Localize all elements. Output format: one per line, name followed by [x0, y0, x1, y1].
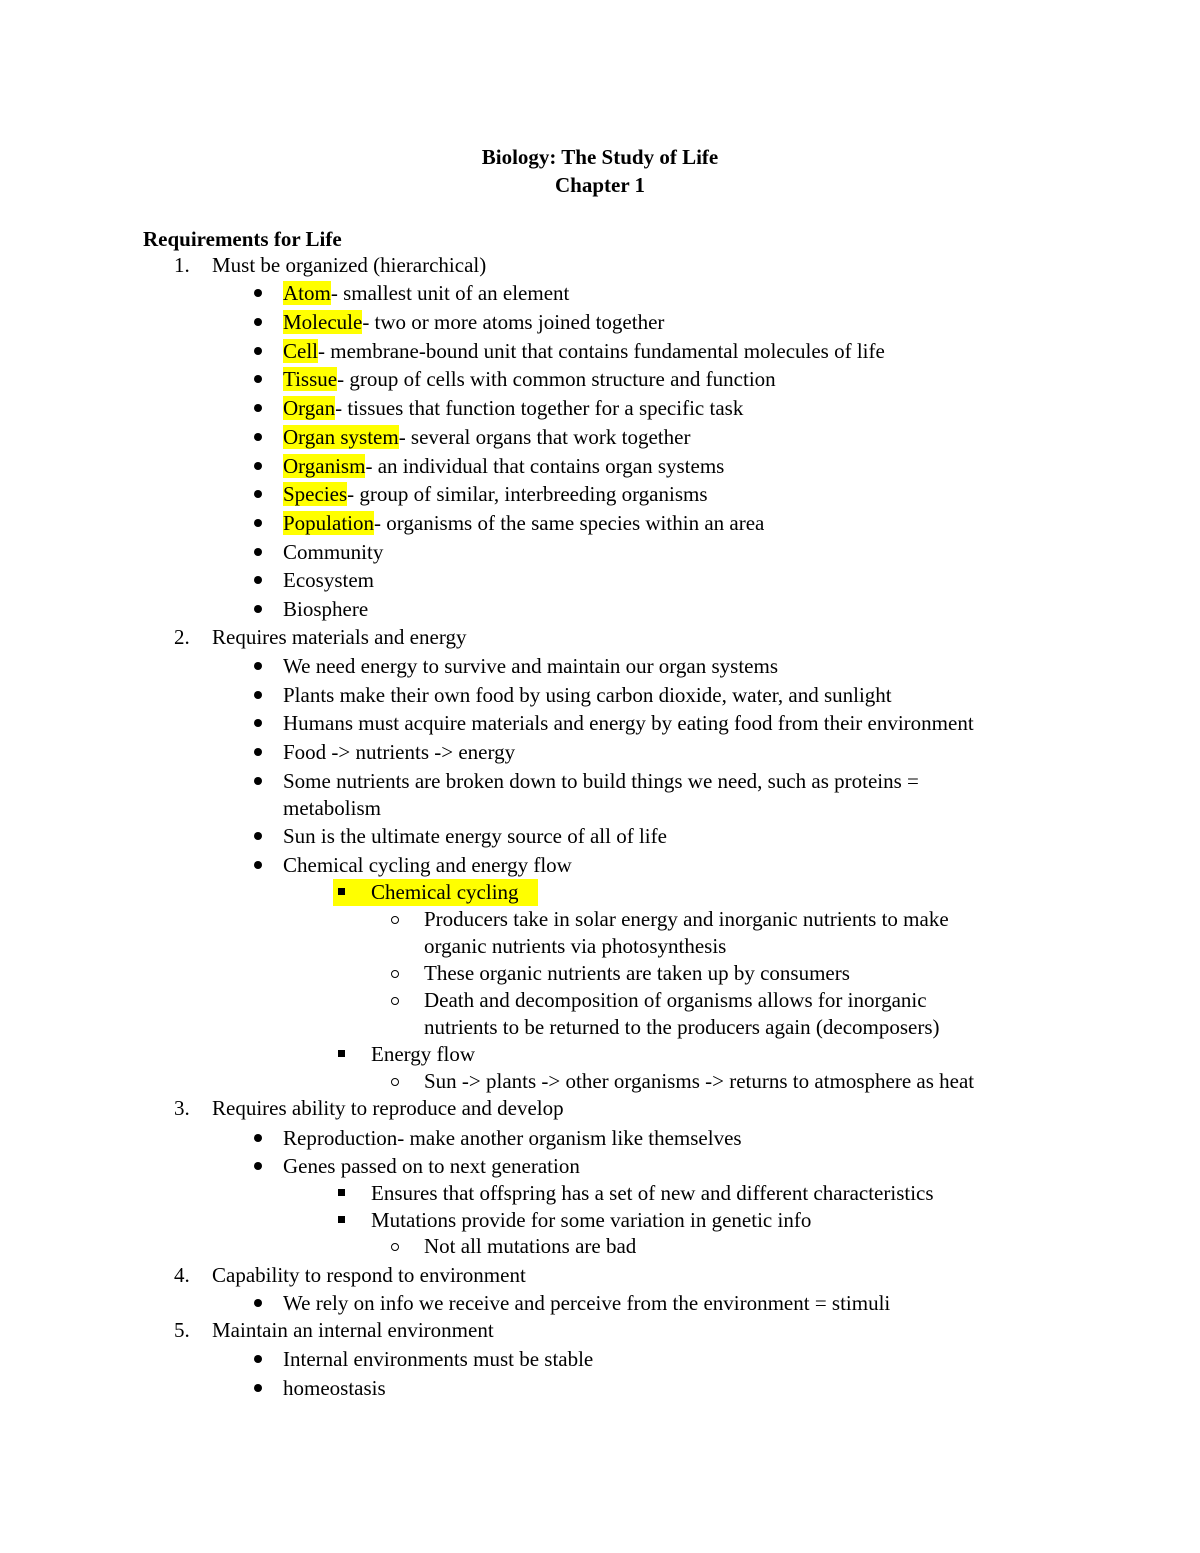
circle-bullet-icon [391, 1078, 399, 1086]
list-number: 1. [174, 253, 190, 277]
list-item: Sun is the ultimate energy source of all of life [283, 824, 667, 848]
highlighted-term: Organism [283, 454, 366, 478]
bullet-icon [254, 289, 262, 297]
list-item: Producers take in solar energy and inorganic nutrients to make [424, 907, 949, 931]
list-item: Ensures that offspring has a set of new and different characteristics [371, 1181, 934, 1205]
square-bullet-icon [338, 1050, 345, 1057]
bullet-icon [254, 1134, 262, 1142]
section-heading: Requirements for Life [143, 227, 342, 251]
bullet-icon [254, 719, 262, 727]
circle-bullet-icon [391, 970, 399, 978]
list-item: Chemical cycling and energy flow [283, 853, 572, 877]
list-item: Chemical cycling [371, 880, 519, 904]
bullet-icon [254, 404, 262, 412]
list-item: Must be organized (hierarchical) [212, 253, 487, 277]
bullet-icon [254, 748, 262, 756]
circle-bullet-icon [391, 997, 399, 1005]
highlighted-term: Molecule [283, 310, 363, 334]
list-item: Energy flow [371, 1042, 476, 1066]
list-item: Mutations provide for some variation in genetic info [371, 1208, 812, 1232]
list-item: Biosphere [283, 597, 369, 621]
list-item-continuation: metabolism [283, 796, 381, 820]
list-item: Maintain an internal environment [212, 1318, 494, 1342]
bullet-icon [254, 691, 262, 699]
highlighted-term: Population [283, 511, 375, 535]
circle-bullet-icon [391, 1243, 399, 1251]
bullet-icon [254, 777, 262, 785]
bullet-icon [254, 318, 262, 326]
document-title: Biology: The Study of Life [481, 145, 719, 169]
list-number: 3. [174, 1096, 190, 1120]
list-number: 5. [174, 1318, 190, 1342]
bullet-icon [254, 1384, 262, 1392]
bullet-icon [254, 490, 262, 498]
list-item: Ecosystem [283, 568, 374, 592]
list-item: Organism- an individual that contains organ systems [283, 454, 725, 478]
highlighted-term: Tissue [283, 367, 338, 391]
highlighted-term: Organ [283, 396, 336, 420]
list-item: Sun -> plants -> other organisms -> returns to atmosphere as heat [424, 1069, 975, 1093]
bullet-icon [254, 347, 262, 355]
bullet-icon [254, 1355, 262, 1363]
list-item: Reproduction- make another organism like themselves [283, 1126, 742, 1150]
square-bullet-icon [338, 1216, 345, 1223]
list-item: Species- group of similar, interbreeding organisms [283, 482, 708, 506]
bullet-icon [254, 861, 262, 869]
bullet-icon [254, 576, 262, 584]
list-item: Humans must acquire materials and energy by eating food from their environment [283, 711, 974, 735]
bullet-icon [254, 832, 262, 840]
list-item: Tissue- group of cells with common structure and function [283, 367, 776, 391]
list-item: Death and decomposition of organisms allows for inorganic [424, 988, 927, 1012]
list-item-continuation: organic nutrients via photosynthesis [424, 934, 727, 958]
bullet-icon [254, 548, 262, 556]
list-item: Requires ability to reproduce and develop [212, 1096, 564, 1120]
list-item: We rely on info we receive and perceive from the environment = stimuli [283, 1291, 891, 1315]
highlighted-term: Species [283, 482, 348, 506]
list-item: Organ- tissues that function together for a specific task [283, 396, 744, 420]
list-item: Requires materials and energy [212, 625, 467, 649]
circle-bullet-icon [391, 916, 399, 924]
bullet-icon [254, 462, 262, 470]
list-item: Organ system- several organs that work together [283, 425, 691, 449]
list-item: Plants make their own food by using carbon dioxide, water, and sunlight [283, 683, 892, 707]
bullet-icon [254, 375, 262, 383]
list-number: 4. [174, 1263, 190, 1287]
square-bullet-icon [338, 1189, 345, 1196]
highlighted-term: Organ system [283, 425, 399, 449]
list-item: Some nutrients are broken down to build things we need, such as proteins = [283, 769, 919, 793]
highlighted-term: Atom [283, 281, 331, 305]
list-item-continuation: nutrients to be returned to the producers again (decomposers) [424, 1015, 940, 1039]
list-item: Food -> nutrients -> energy [283, 740, 516, 764]
list-item: Genes passed on to next generation [283, 1154, 580, 1178]
list-item: Capability to respond to environment [212, 1263, 526, 1287]
list-item: Not all mutations are bad [424, 1234, 637, 1258]
list-item: Population- organisms of the same species within an area [283, 511, 765, 535]
bullet-icon [254, 519, 262, 527]
list-item: Molecule- two or more atoms joined together [283, 310, 665, 334]
list-number: 2. [174, 625, 190, 649]
list-item: Atom- smallest unit of an element [283, 281, 570, 305]
square-bullet-icon [338, 888, 345, 895]
bullet-icon [254, 605, 262, 613]
chapter-subtitle: Chapter 1 [554, 173, 646, 197]
bullet-icon [254, 1299, 262, 1307]
bullet-icon [254, 433, 262, 441]
list-item: Internal environments must be stable [283, 1347, 594, 1371]
bullet-icon [254, 662, 262, 670]
list-item: We need energy to survive and maintain our organ systems [283, 654, 778, 678]
list-item: Community [283, 540, 384, 564]
highlighted-term: Cell [283, 339, 318, 363]
bullet-icon [254, 1162, 262, 1170]
list-item: Cell- membrane-bound unit that contains fundamental molecules of life [283, 339, 885, 363]
list-item: These organic nutrients are taken up by consumers [424, 961, 850, 985]
list-item: homeostasis [283, 1376, 386, 1400]
